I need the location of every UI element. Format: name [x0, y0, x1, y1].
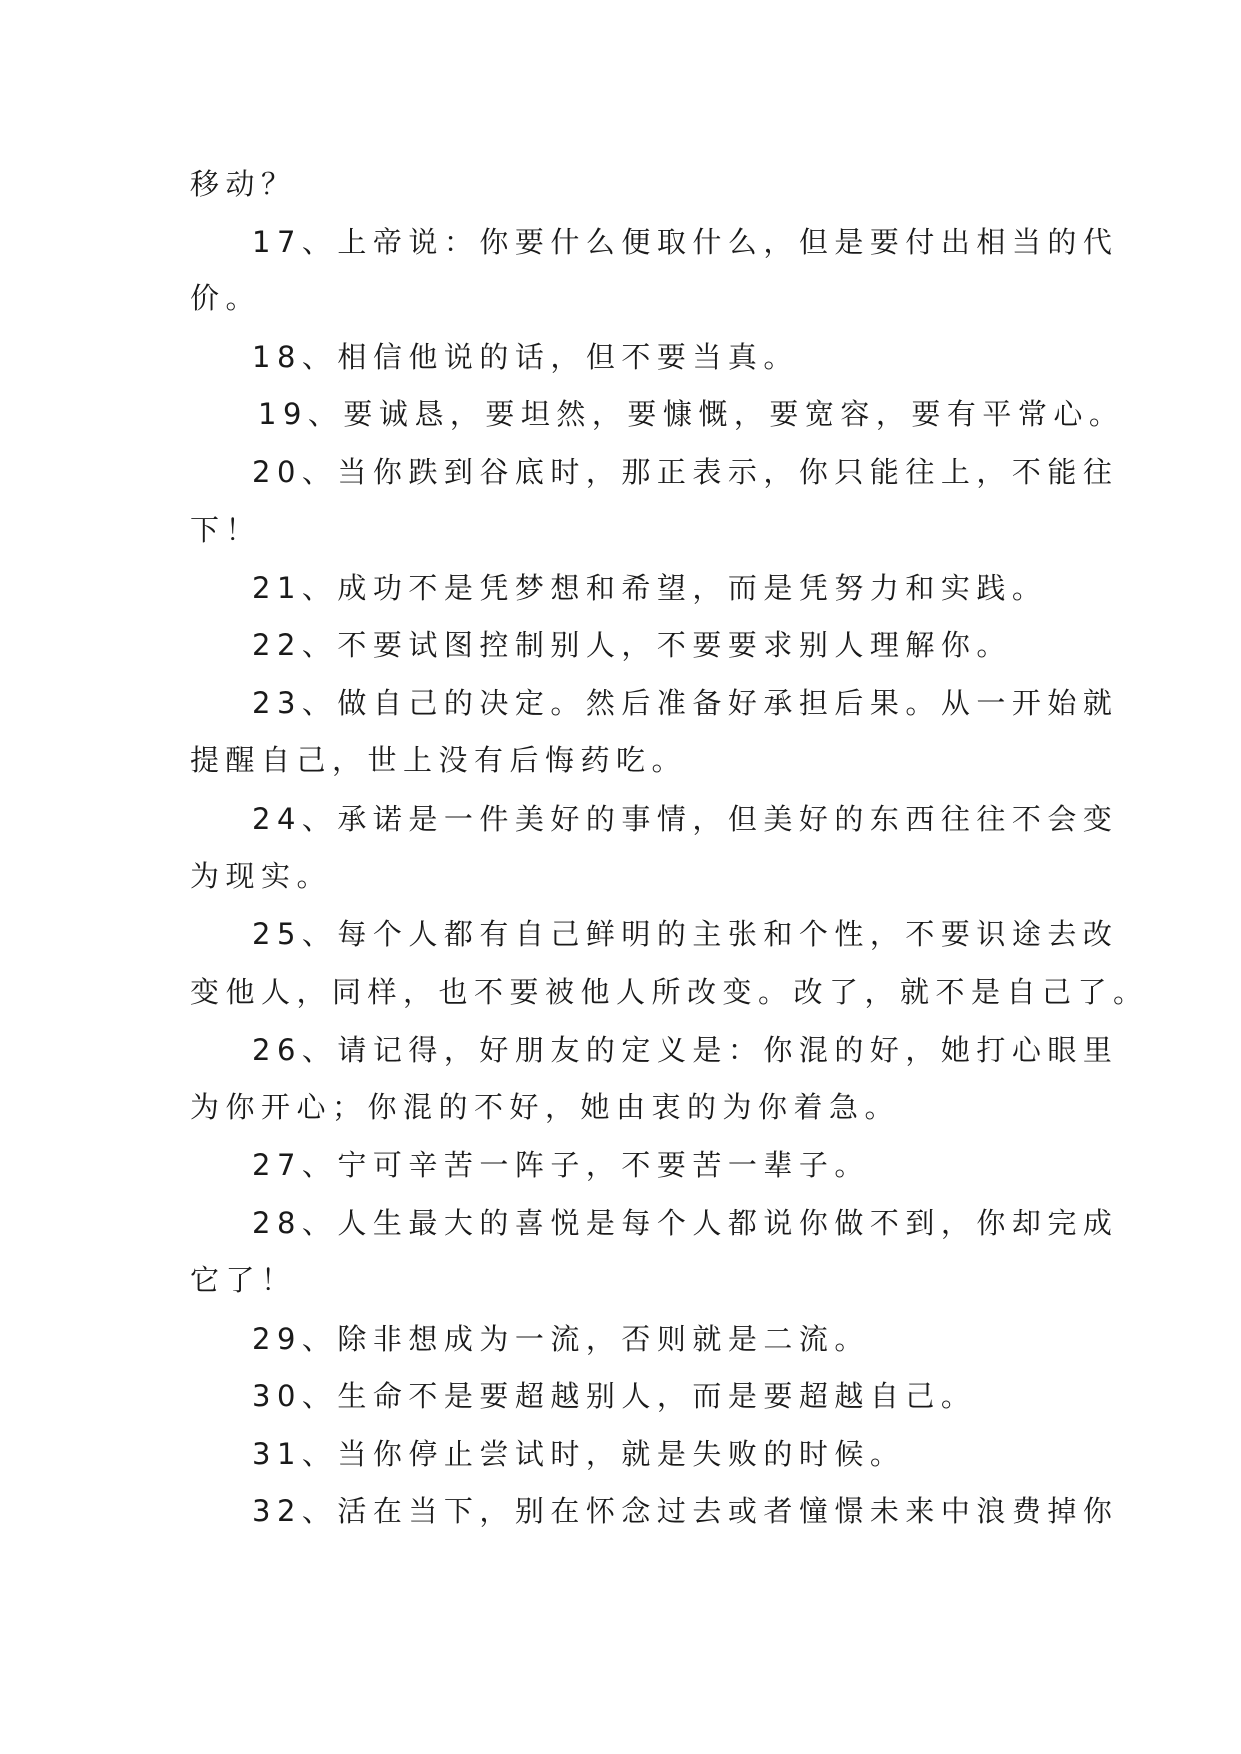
quote-27: 27、宁可辛苦一阵子，不要苦一辈子。: [252, 1148, 870, 1182]
quote-21: 21、成功不是凭梦想和希望，而是凭努力和实践。: [252, 571, 1048, 605]
quote-19: 19、要诚恳，要坦然，要慷慨，要宽容，要有平常心。: [258, 397, 1125, 431]
text-line: 为你开心；你混的不好，她由衷的为你着急。: [190, 1090, 901, 1124]
quote-23: 23、做自己的决定。然后准备好承担后果。从一开始就: [252, 686, 1119, 720]
quote-18: 18、相信他说的话，但不要当真。: [252, 340, 799, 374]
text-line: 为现实。: [190, 859, 333, 893]
quote-32: 32、活在当下，别在怀念过去或者憧憬未来中浪费掉你: [252, 1494, 1119, 1528]
quote-17: 17、上帝说：你要什么便取什么，但是要付出相当的代: [252, 225, 1119, 259]
quote-29: 29、除非想成为一流，否则就是二流。: [252, 1322, 870, 1356]
quote-30: 30、生命不是要超越别人，而是要超越自己。: [252, 1379, 977, 1413]
quote-31: 31、当你停止尝试时，就是失败的时候。: [252, 1437, 906, 1471]
text-line: 它了！: [190, 1263, 297, 1297]
text-line: 下！: [190, 513, 262, 547]
text-line: 移动？: [190, 167, 297, 201]
text-line: 提醒自己，世上没有后悔药吃。: [190, 743, 688, 777]
quote-28: 28、人生最大的喜悦是每个人都说你做不到，你却完成: [252, 1206, 1119, 1240]
quote-24: 24、承诺是一件美好的事情，但美好的东西往往不会变: [252, 802, 1119, 836]
text-line: 价。: [190, 281, 262, 315]
quote-26: 26、请记得，好朋友的定义是：你混的好，她打心眼里: [252, 1033, 1119, 1067]
quote-25: 25、每个人都有自己鲜明的主张和个性，不要识途去改: [252, 917, 1119, 951]
quote-22: 22、不要试图控制别人，不要要求别人理解你。: [252, 628, 1012, 662]
text-line: 变他人，同样，也不要被他人所改变。改了，就不是自己了。: [190, 975, 1149, 1009]
quote-20: 20、当你跌到谷底时，那正表示，你只能往上，不能往: [252, 455, 1119, 489]
